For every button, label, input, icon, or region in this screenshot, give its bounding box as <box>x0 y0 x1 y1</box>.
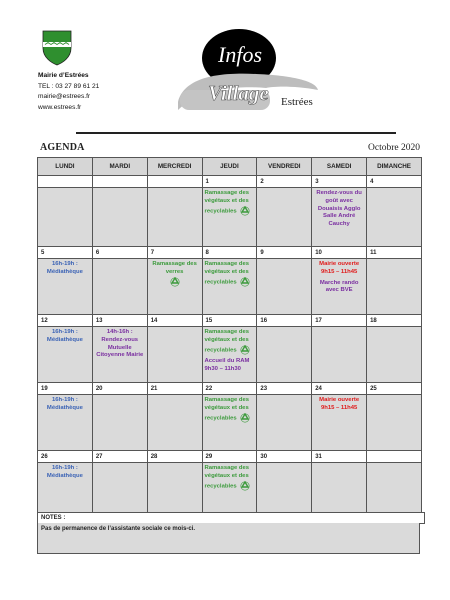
event-mutuelle: 14h-16h : Rendez-vous Mutuelle Citoyenne Mairie <box>96 329 144 359</box>
day-cell <box>312 188 367 247</box>
day-cell <box>257 327 312 383</box>
date-number: 4 <box>367 176 422 188</box>
day-cell <box>147 259 202 315</box>
day-cell <box>38 327 93 383</box>
date-number: 28 <box>147 451 202 463</box>
day-cell <box>92 395 147 451</box>
recycle-icon <box>240 345 250 355</box>
day-header: DIMANCHE <box>367 158 422 176</box>
day-cell <box>367 395 422 451</box>
event-mediatheque: 16h-19h : Médiathèque <box>46 465 83 479</box>
event-row <box>38 327 422 383</box>
mairie-tel: TEL : 03 27 89 61 21 <box>38 82 100 90</box>
day-cell <box>202 463 257 519</box>
date-number: 31 <box>312 451 367 463</box>
event-recycling <box>205 397 255 423</box>
day-header: SAMEDI <box>312 158 367 176</box>
day-header: VENDREDI <box>257 158 312 176</box>
date-number <box>367 451 422 463</box>
event-mediatheque: 16h-19h : Médiathèque <box>46 397 83 411</box>
day-header: JEUDI <box>202 158 257 176</box>
day-cell <box>147 463 202 519</box>
day-cell <box>92 463 147 519</box>
day-cell <box>38 259 93 315</box>
event-row <box>38 259 422 315</box>
day-cell <box>202 327 257 383</box>
day-cell <box>257 188 312 247</box>
date-number: 26 <box>38 451 93 463</box>
date-number: 15 <box>202 315 257 327</box>
date-number: 9 <box>257 247 312 259</box>
calendar-grid <box>37 157 422 519</box>
date-number: 5 <box>38 247 93 259</box>
mairie-contact <box>38 71 99 113</box>
day-header: LUNDI <box>38 158 93 176</box>
day-header: MERCREDI <box>147 158 202 176</box>
logo-word-estrees: Estrées <box>281 96 313 108</box>
date-number: 30 <box>257 451 312 463</box>
date-number <box>92 176 147 188</box>
date-number: 11 <box>367 247 422 259</box>
event-recycling <box>205 261 255 287</box>
date-number-row <box>38 315 422 327</box>
event-text: Ramassage des végétaux et des recyclables <box>204 329 250 354</box>
logo-word-village: Village <box>208 81 269 105</box>
date-number-row <box>38 383 422 395</box>
day-cell <box>367 327 422 383</box>
date-number: 12 <box>38 315 93 327</box>
event-text: Ramassage des végétaux et des recyclables <box>204 465 250 490</box>
date-number: 3 <box>312 176 367 188</box>
event-rendez-vous-gout: Rendez-vous du goût avec Douaisis Agglo Salle André Cauchy <box>316 190 362 228</box>
day-cell <box>257 463 312 519</box>
event-text: Ramassage des verres <box>152 261 197 275</box>
date-number <box>147 176 202 188</box>
agenda-title: AGENDA <box>40 142 85 153</box>
date-number: 13 <box>92 315 147 327</box>
date-number-row <box>38 247 422 259</box>
date-number: 24 <box>312 383 367 395</box>
day-cell <box>312 395 367 451</box>
month-title: Octobre 2020 <box>368 143 420 153</box>
date-number: 29 <box>202 451 257 463</box>
day-cell <box>257 395 312 451</box>
date-number: 20 <box>92 383 147 395</box>
day-cell <box>202 395 257 451</box>
header-divider <box>76 132 396 134</box>
recycle-icon <box>240 206 250 216</box>
day-cell <box>38 188 93 247</box>
event-row <box>38 188 422 247</box>
day-cell <box>147 327 202 383</box>
day-cell <box>367 259 422 315</box>
event-recycling <box>205 465 255 491</box>
day-header: MARDI <box>92 158 147 176</box>
date-number: 17 <box>312 315 367 327</box>
day-cell <box>367 188 422 247</box>
notes-label: NOTES : <box>37 512 425 524</box>
day-cell <box>92 327 147 383</box>
date-number: 8 <box>202 247 257 259</box>
date-number: 18 <box>367 315 422 327</box>
event-text: Ramassage des végétaux et des recyclables <box>204 397 250 422</box>
event-row <box>38 463 422 519</box>
day-cell <box>38 395 93 451</box>
event-mediatheque: 16h-19h : Médiathèque <box>46 329 83 343</box>
event-marche-rando: Marche rando avec BVE <box>319 279 359 294</box>
date-number-row <box>38 451 422 463</box>
day-cell <box>202 259 257 315</box>
event-recycling <box>205 190 255 216</box>
weekday-header-row <box>38 158 422 176</box>
day-cell <box>147 395 202 451</box>
event-text: Ramassage des végétaux et des recyclables <box>204 261 250 286</box>
logo-word-infos: Infos <box>218 42 262 67</box>
date-number: 14 <box>147 315 202 327</box>
infos-village-logo <box>176 28 326 118</box>
date-number: 27 <box>92 451 147 463</box>
day-cell <box>38 463 93 519</box>
day-cell <box>312 327 367 383</box>
event-mediatheque: 16h-19h : Médiathèque <box>46 261 83 275</box>
recycle-icon <box>240 413 250 423</box>
day-cell <box>312 463 367 519</box>
day-cell <box>257 259 312 315</box>
date-number: 19 <box>38 383 93 395</box>
date-number <box>38 176 93 188</box>
day-cell <box>367 463 422 519</box>
date-number: 10 <box>312 247 367 259</box>
day-cell <box>202 188 257 247</box>
date-number: 16 <box>257 315 312 327</box>
event-recycling <box>205 329 255 355</box>
mairie-web: www.estrees.fr <box>38 103 82 111</box>
event-mairie-open: Mairie ouverte 9h15 – 11h45 <box>319 261 360 275</box>
day-cell <box>147 188 202 247</box>
date-number: 6 <box>92 247 147 259</box>
mairie-name: Mairie d’Estrées <box>38 72 89 79</box>
notes-text: Pas de permanence de l’assistante sociale ce mois-ci. <box>37 523 420 554</box>
event-mairie-open: Mairie ouverte 9h15 – 11h45 <box>319 397 360 411</box>
event-text: Ramassage des végétaux et des recyclables <box>204 190 250 215</box>
recycle-icon <box>170 277 180 287</box>
mairie-email: mairie@estrees.fr <box>38 93 91 100</box>
date-number-row <box>38 176 422 188</box>
date-number: 1 <box>202 176 257 188</box>
day-cell <box>92 188 147 247</box>
day-cell <box>312 259 367 315</box>
date-number: 25 <box>367 383 422 395</box>
day-cell <box>92 259 147 315</box>
event-row <box>38 395 422 451</box>
event-ram: Accueil du RAM 9h30 – 11h30 <box>204 357 250 372</box>
date-number: 7 <box>147 247 202 259</box>
date-number: 21 <box>147 383 202 395</box>
town-crest-icon <box>42 30 72 66</box>
recycle-icon <box>240 481 250 491</box>
recycle-icon <box>240 277 250 287</box>
date-number: 23 <box>257 383 312 395</box>
event-glass-collection <box>150 261 200 287</box>
date-number: 22 <box>202 383 257 395</box>
date-number: 2 <box>257 176 312 188</box>
